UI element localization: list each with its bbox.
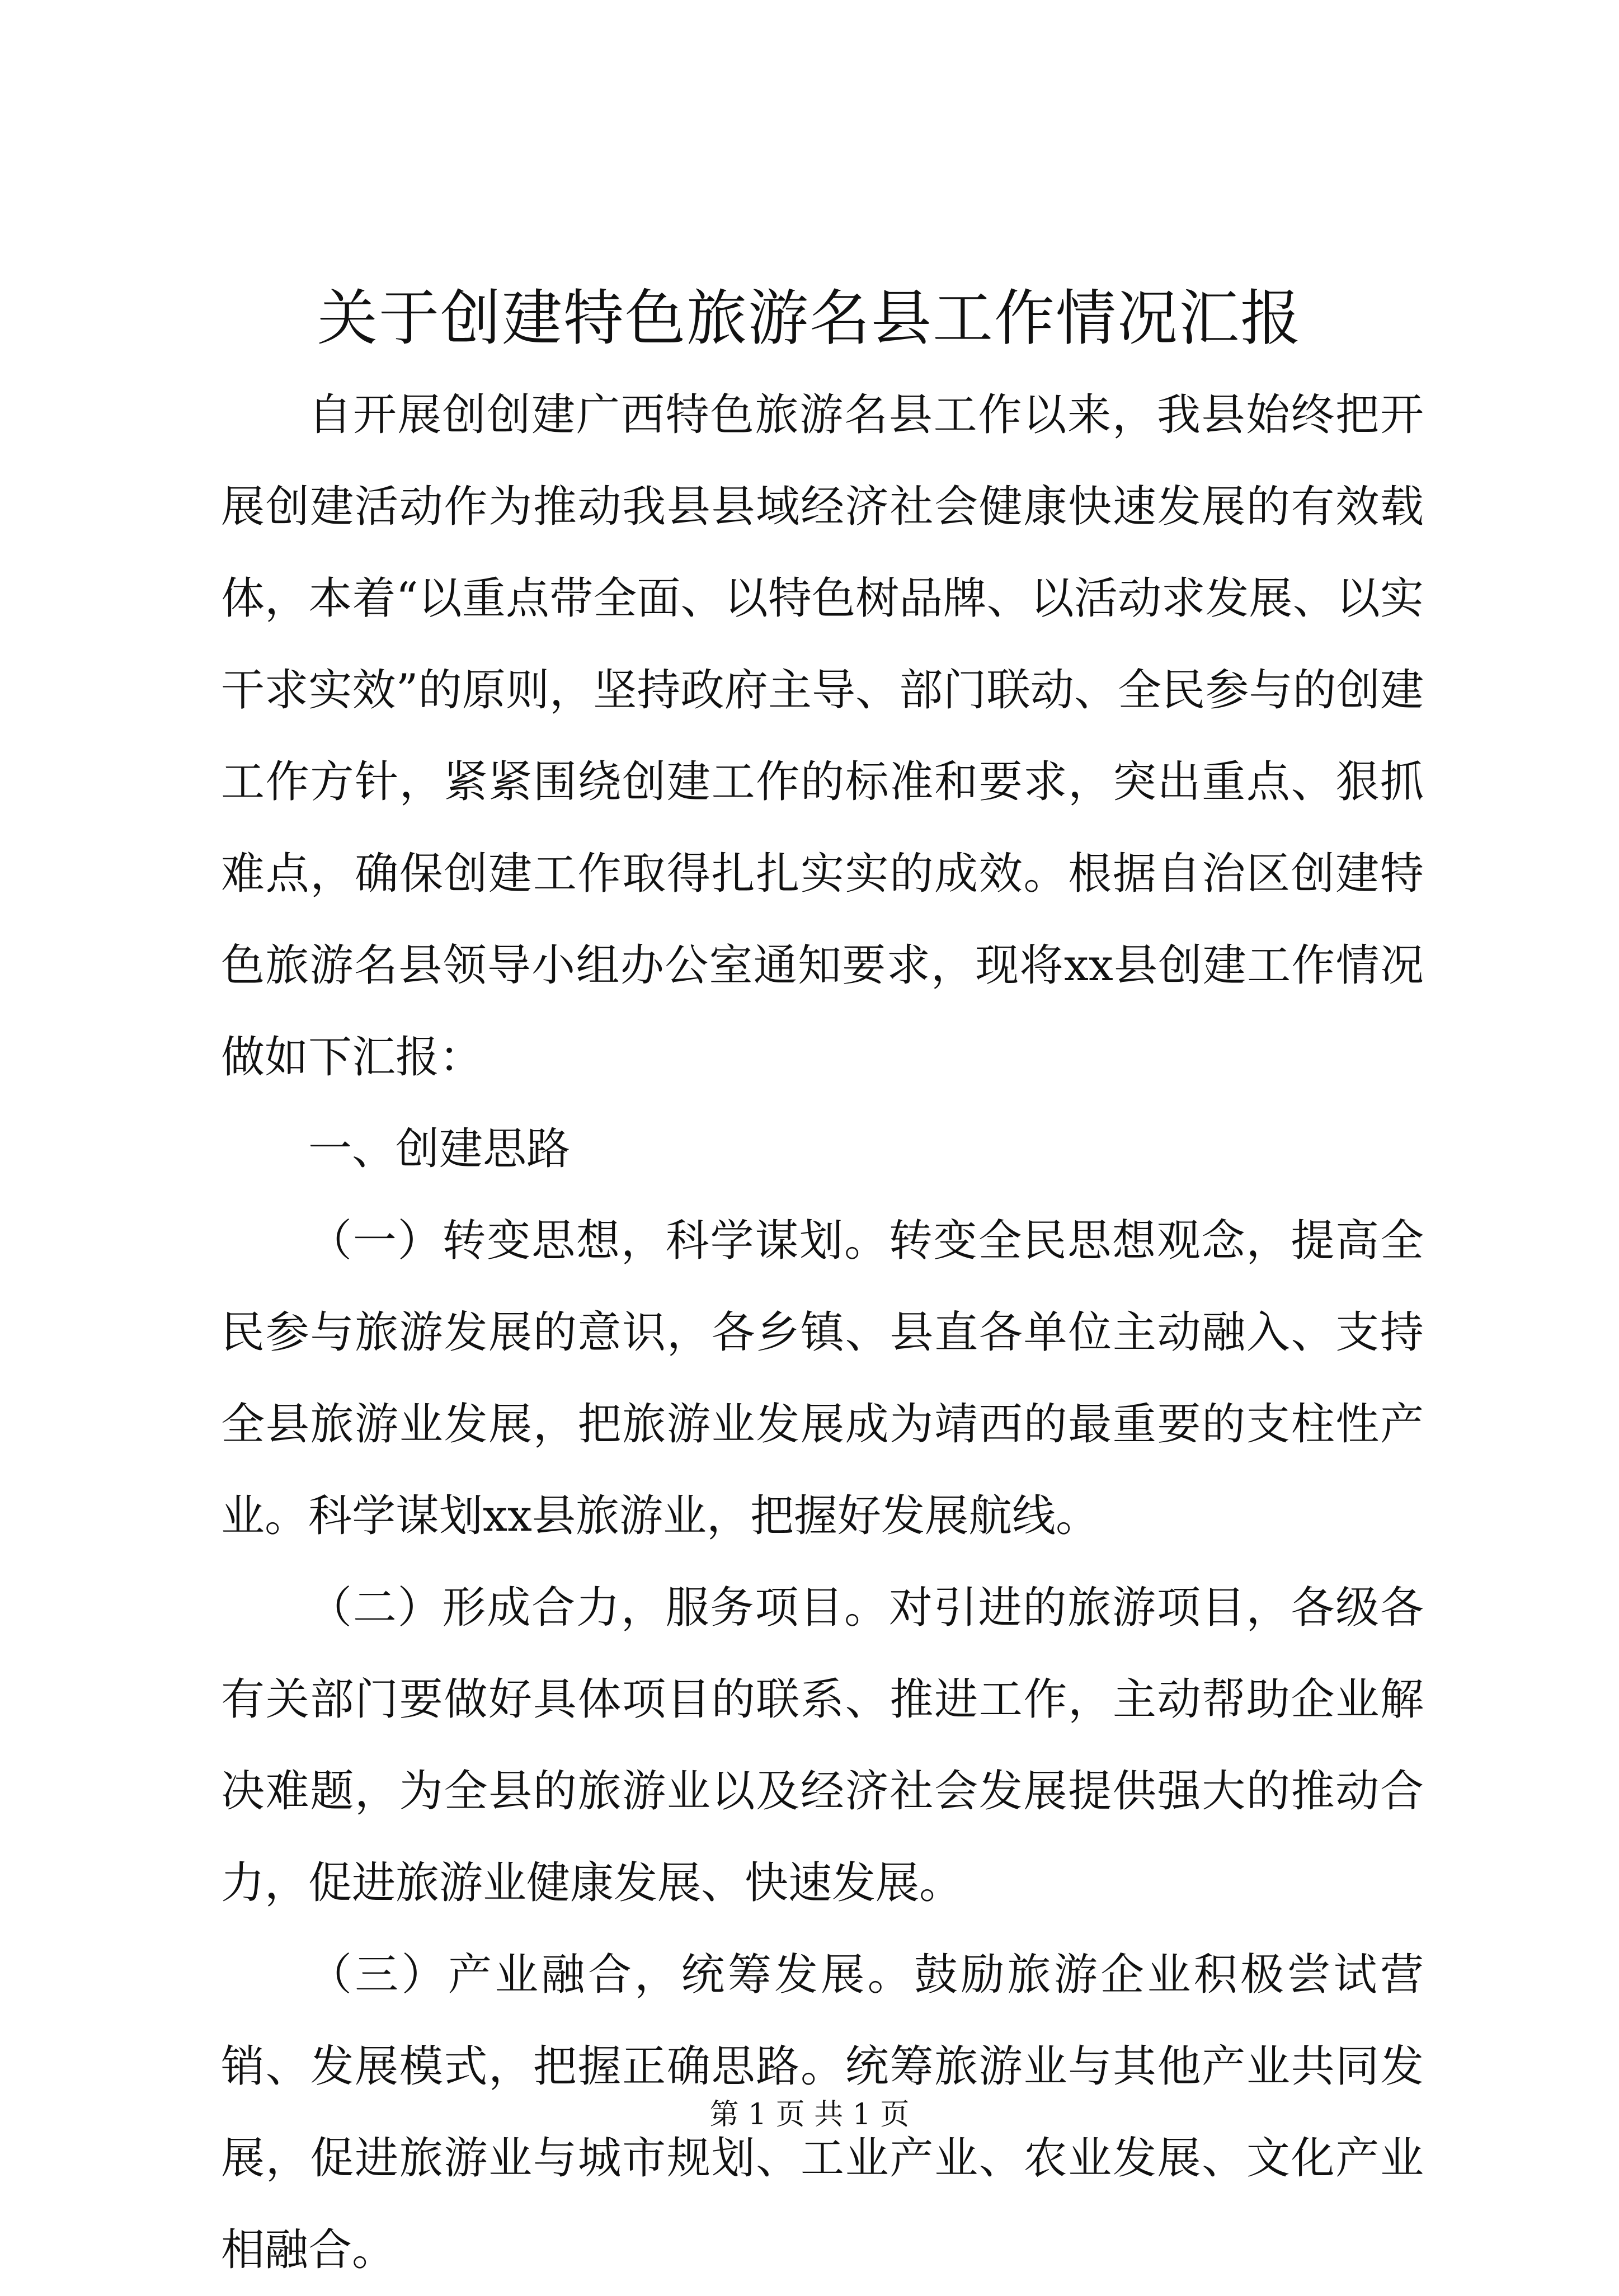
page-footer: 第 1 页 共 1 页 — [709, 2098, 910, 2132]
paragraph-intro: 自开展创创建广西特色旅游名县工作以来，我县始终把开展创建活动作为推动我县县域经济社会健康快速发展的有效载体，本着“以重点带全面、以特色树品牌、以活动求发展、以实干求实效”的原则，坚持政府主导、部门联动、全民参与的创建工作方针，紧紧围绕创建工作的标准和要求，突出重点、狠抓难点，确保创建工作取得扎扎实实的成效。根据自治区创建特色旅游名县领导小组办公室通知要求，现将xx县创建工作情况做如下汇报： — [221, 390, 1424, 1083]
paragraph-item-1: （一）转变思想，科学谋划。转变全民思想观念，提高全民参与旅游发展的意识，各乡镇、县直各单位主动融入、支持全县旅游业发展，把旅游业发展成为靖西的最重要的支柱性产业。科学谋划xx县旅游业，把握好发展航线。 — [221, 1216, 1424, 1541]
section-heading-1: 一、创建思路 — [308, 1124, 571, 1174]
document-body — [221, 369, 1424, 2296]
paragraph-item-3: （三）产业融合，统筹发展。鼓励旅游企业积极尝试营销、发展模式，把握正确思路。统筹旅游业与其他产业共同发展，促进旅游业与城市规划、工业产业、农业发展、文化产业相融合。 — [221, 1950, 1424, 2275]
paragraph-item-2: （二）形成合力，服务项目。对引进的旅游项目，各级各有关部门要做好具体项目的联系、推进工作，主动帮助企业解决难题，为全县的旅游业以及经济社会发展提供强大的推动合力，促进旅游业健康发展、快速发展。 — [221, 1583, 1424, 1908]
document-title: 关于创建特色旅游名县工作情况汇报 — [317, 284, 1302, 354]
